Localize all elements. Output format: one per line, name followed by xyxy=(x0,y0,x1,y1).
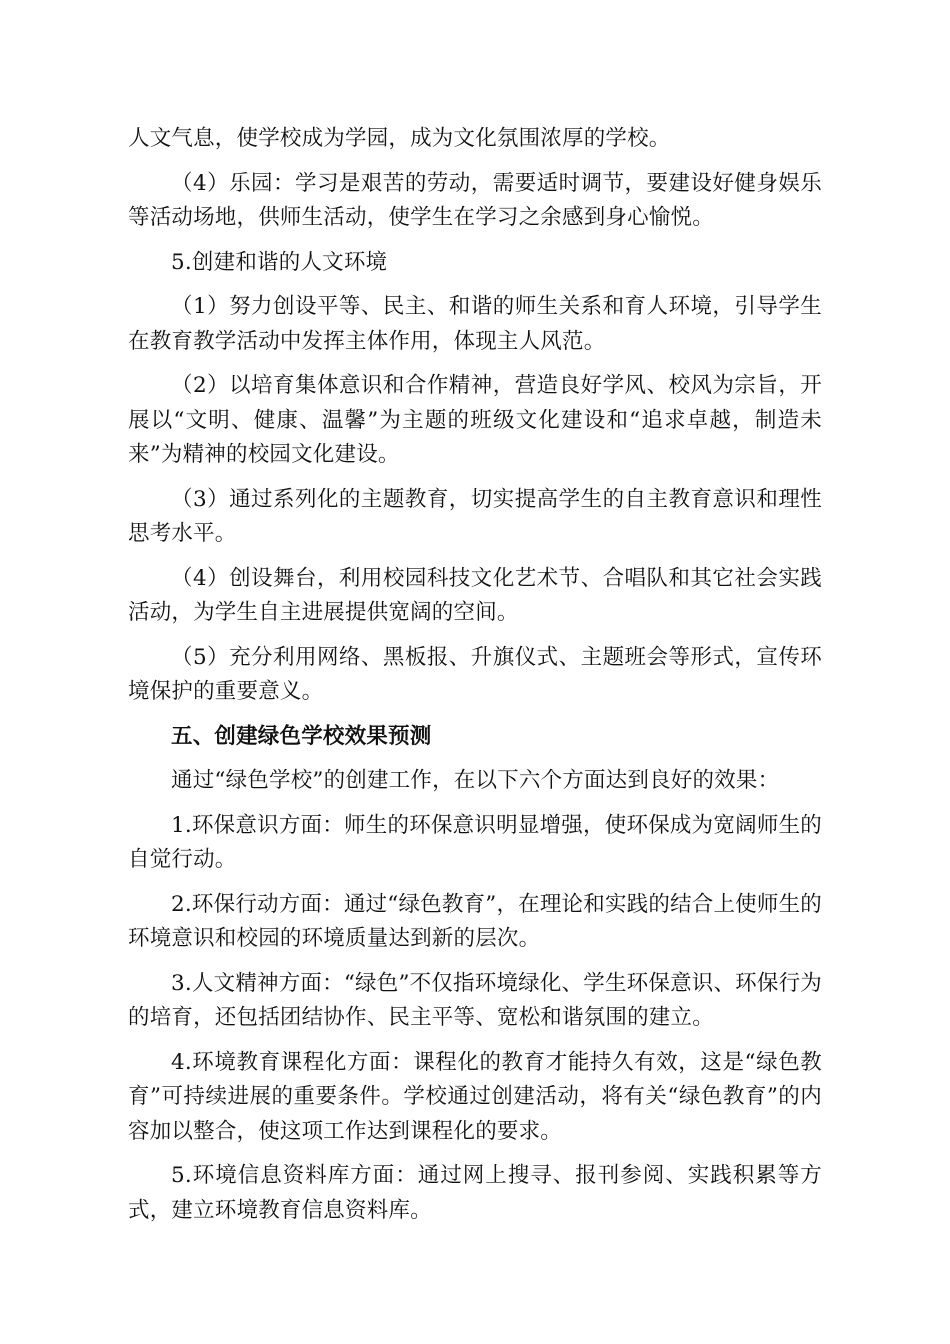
paragraph-point-1: 1.环保意识方面：师生的环保意识明显增强，使环保成为宽阔师生的自觉行动。 xyxy=(128,812,822,872)
paragraph-point-3: 3.人文精神方面：“绿色”不仅指环境绿化、学生环保意识、环保行为的培育，还包括团结协作、民主平等、宽松和谐氛围的建立。 xyxy=(128,970,822,1030)
paragraph-point-2: 2.环保行动方面：通过“绿色教育”，在理论和实践的结合上使师生的环境意识和校园的环境质量达到新的层次。 xyxy=(128,891,822,951)
paragraph-point-5: 5.环境信息资料库方面：通过网上搜寻、报刊参阅、实践积累等方式，建立环境教育信息资料库。 xyxy=(128,1163,822,1223)
paragraph-item-4-leyuan: （4）乐园：学习是艰苦的劳动，需要适时调节，要建设好健身娱乐等活动场地，供师生活动，使学生在学习之余感到身心愉悦。 xyxy=(128,170,822,230)
paragraph-item-5: （5）充分利用网络、黑板报、升旗仪式、主题班会等形式，宣传环境保护的重要意义。 xyxy=(128,644,822,704)
document-page xyxy=(128,122,822,1238)
paragraph-intro: 通过“绿色学校”的创建工作，在以下六个方面达到良好的效果： xyxy=(171,768,780,793)
paragraph-item-2: （2）以培育集体意识和合作精神，营造良好学风、校风为宗旨，开展以“文明、健康、温馨”为主题的班级文化建设和“追求卓越，制造未来”为精神的校园文化建设。 xyxy=(128,373,822,467)
paragraph-item-3: （3）通过系列化的主题教育，切实提高学生的自主教育意识和理性思考水平。 xyxy=(128,486,822,546)
paragraph-point-4: 4.环境教育课程化方面：课程化的教育才能持久有效，这是“绿色教育”可持续进展的重要条件。学校通过创建活动，将有关“绿色教育”的内容加以整合，使这项工作达到课程化的要求。 xyxy=(128,1049,822,1144)
section-5-title: 5.创建和谐的人文环境 xyxy=(171,249,388,275)
paragraph-continuation: 人文气息，使学校成为学园，成为文化氛围浓厚的学校。 xyxy=(128,126,671,151)
paragraph-item-1: （1）努力创设平等、民主、和谐的师生关系和育人环境，引导学生在教育教学活动中发挥主体作用，体现主人风范。 xyxy=(128,294,822,354)
section-heading-five: 五、创建绿色学校效果预测 xyxy=(171,723,432,749)
paragraph-item-4: （4）创设舞台，利用校园科技文化艺术节、合唱队和其它社会实践活动，为学生自主进展提供宽阔的空间。 xyxy=(128,565,822,625)
